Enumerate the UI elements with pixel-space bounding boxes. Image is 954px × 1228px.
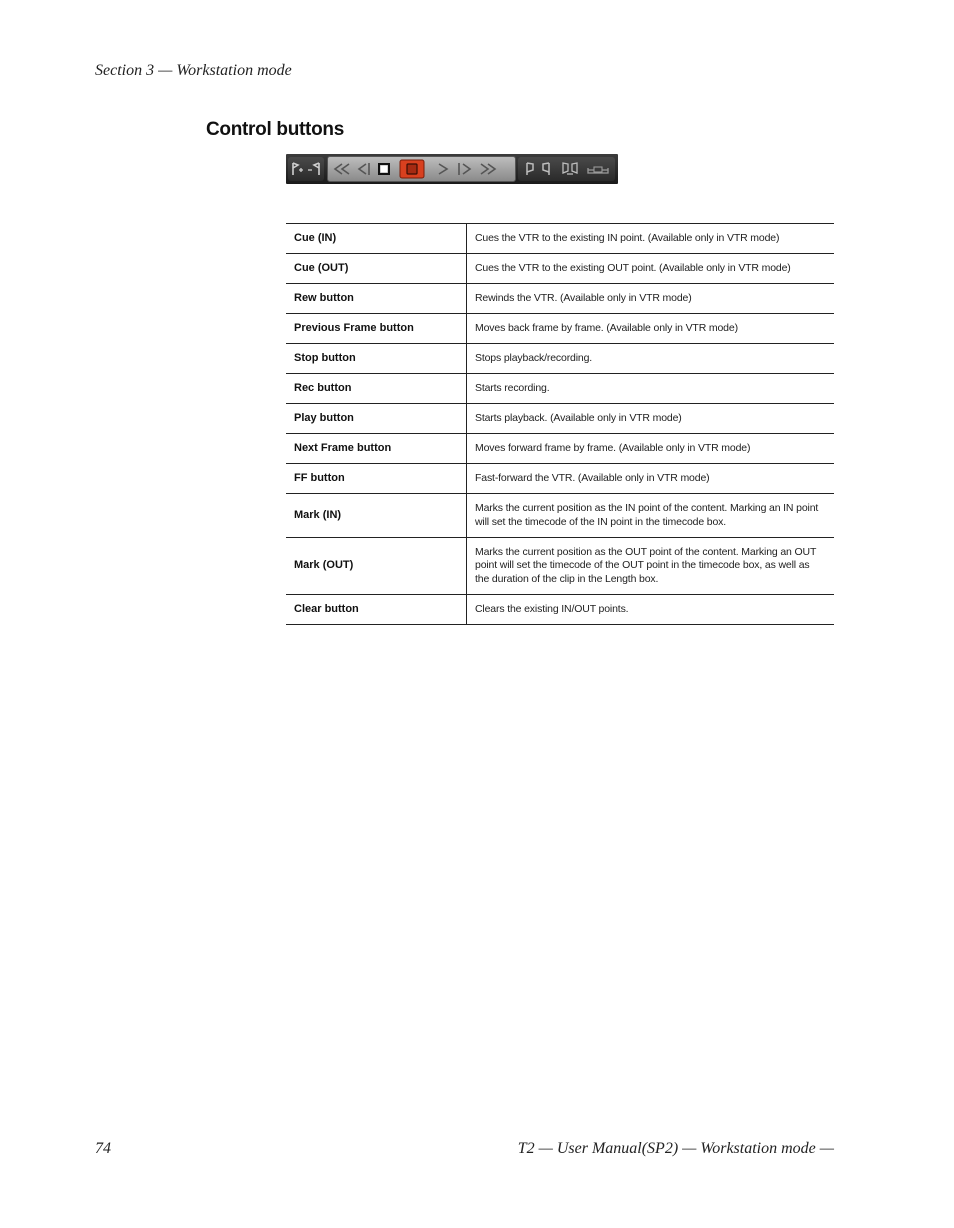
button-name: Mark (IN) bbox=[286, 494, 467, 538]
button-description: Stops playback/recording. bbox=[467, 344, 835, 374]
clear-marks-icon bbox=[560, 161, 580, 177]
next-frame-button[interactable] bbox=[454, 157, 476, 181]
mark-button-group bbox=[518, 157, 615, 181]
button-description: Moves forward frame by frame. (Available only in VTR mode) bbox=[467, 434, 835, 464]
length-icon bbox=[585, 161, 611, 177]
mark-in-button[interactable] bbox=[522, 157, 538, 181]
button-name: Play button bbox=[286, 404, 467, 434]
table-row bbox=[286, 434, 834, 464]
transport-button-group bbox=[327, 156, 516, 182]
table-row bbox=[286, 374, 834, 404]
cue-in-icon bbox=[291, 161, 305, 177]
button-name: Previous Frame button bbox=[286, 314, 467, 344]
ff-button[interactable] bbox=[476, 157, 502, 181]
button-name: Clear button bbox=[286, 595, 467, 625]
mark-in-icon bbox=[524, 161, 536, 177]
button-description: Starts recording. bbox=[467, 374, 835, 404]
table-row bbox=[286, 538, 834, 595]
table-row bbox=[286, 494, 834, 538]
previous-frame-icon bbox=[355, 161, 373, 177]
button-description: Cues the VTR to the existing OUT point. (Available only in VTR mode) bbox=[467, 254, 835, 284]
record-icon bbox=[399, 159, 425, 179]
footer-doc-title: T2 — User Manual(SP2) — Workstation mode — bbox=[517, 1140, 834, 1157]
button-name: Cue (OUT) bbox=[286, 254, 467, 284]
table-row bbox=[286, 314, 834, 344]
table-row bbox=[286, 254, 834, 284]
button-description: Fast-forward the VTR. (Available only in VTR mode) bbox=[467, 464, 835, 494]
rew-button[interactable] bbox=[330, 157, 354, 181]
button-description: Starts playback. (Available only in VTR mode) bbox=[467, 404, 835, 434]
button-name: Next Frame button bbox=[286, 434, 467, 464]
fast-forward-icon bbox=[478, 161, 500, 177]
cue-button-group bbox=[288, 157, 324, 181]
play-button[interactable] bbox=[432, 157, 454, 181]
button-name: Rew button bbox=[286, 284, 467, 314]
clear-button[interactable] bbox=[558, 157, 582, 181]
control-buttons-toolbar bbox=[286, 154, 618, 184]
mark-out-icon bbox=[540, 161, 552, 177]
cue-in-button[interactable] bbox=[290, 157, 306, 181]
rewind-icon bbox=[332, 161, 352, 177]
stop-button[interactable] bbox=[374, 157, 394, 181]
stop-icon bbox=[376, 161, 392, 177]
rec-button[interactable] bbox=[398, 157, 426, 181]
cue-out-icon bbox=[307, 161, 321, 177]
page-number: 74 bbox=[95, 1140, 111, 1157]
button-name: Stop button bbox=[286, 344, 467, 374]
button-description: Rewinds the VTR. (Available only in VTR mode) bbox=[467, 284, 835, 314]
mark-out-button[interactable] bbox=[538, 157, 554, 181]
table-row bbox=[286, 404, 834, 434]
next-frame-icon bbox=[456, 161, 474, 177]
section-title: Control buttons bbox=[206, 119, 344, 140]
control-buttons-table bbox=[286, 223, 834, 625]
button-name: FF button bbox=[286, 464, 467, 494]
button-description: Marks the current position as the IN point of the content. Marking an IN point will set the timecode of the IN point in the timecode box. bbox=[467, 494, 835, 538]
table-row bbox=[286, 344, 834, 374]
play-icon bbox=[434, 161, 452, 177]
table-row bbox=[286, 224, 834, 254]
button-description: Clears the existing IN/OUT points. bbox=[467, 595, 835, 625]
running-head: Section 3 — Workstation mode bbox=[95, 62, 292, 79]
previous-frame-button[interactable] bbox=[354, 157, 374, 181]
button-description: Marks the current position as the OUT point of the content. Marking an OUT point will set the timecode of the OUT point in the timecode box, as well as the duration of the clip in the Length box. bbox=[467, 538, 835, 595]
cue-out-button[interactable] bbox=[306, 157, 322, 181]
length-button[interactable] bbox=[584, 157, 612, 181]
button-description: Moves back frame by frame. (Available only in VTR mode) bbox=[467, 314, 835, 344]
table-row bbox=[286, 464, 834, 494]
button-name: Mark (OUT) bbox=[286, 538, 467, 595]
table-row bbox=[286, 595, 834, 625]
table-row bbox=[286, 284, 834, 314]
button-name: Rec button bbox=[286, 374, 467, 404]
button-name: Cue (IN) bbox=[286, 224, 467, 254]
button-description: Cues the VTR to the existing IN point. (Available only in VTR mode) bbox=[467, 224, 835, 254]
